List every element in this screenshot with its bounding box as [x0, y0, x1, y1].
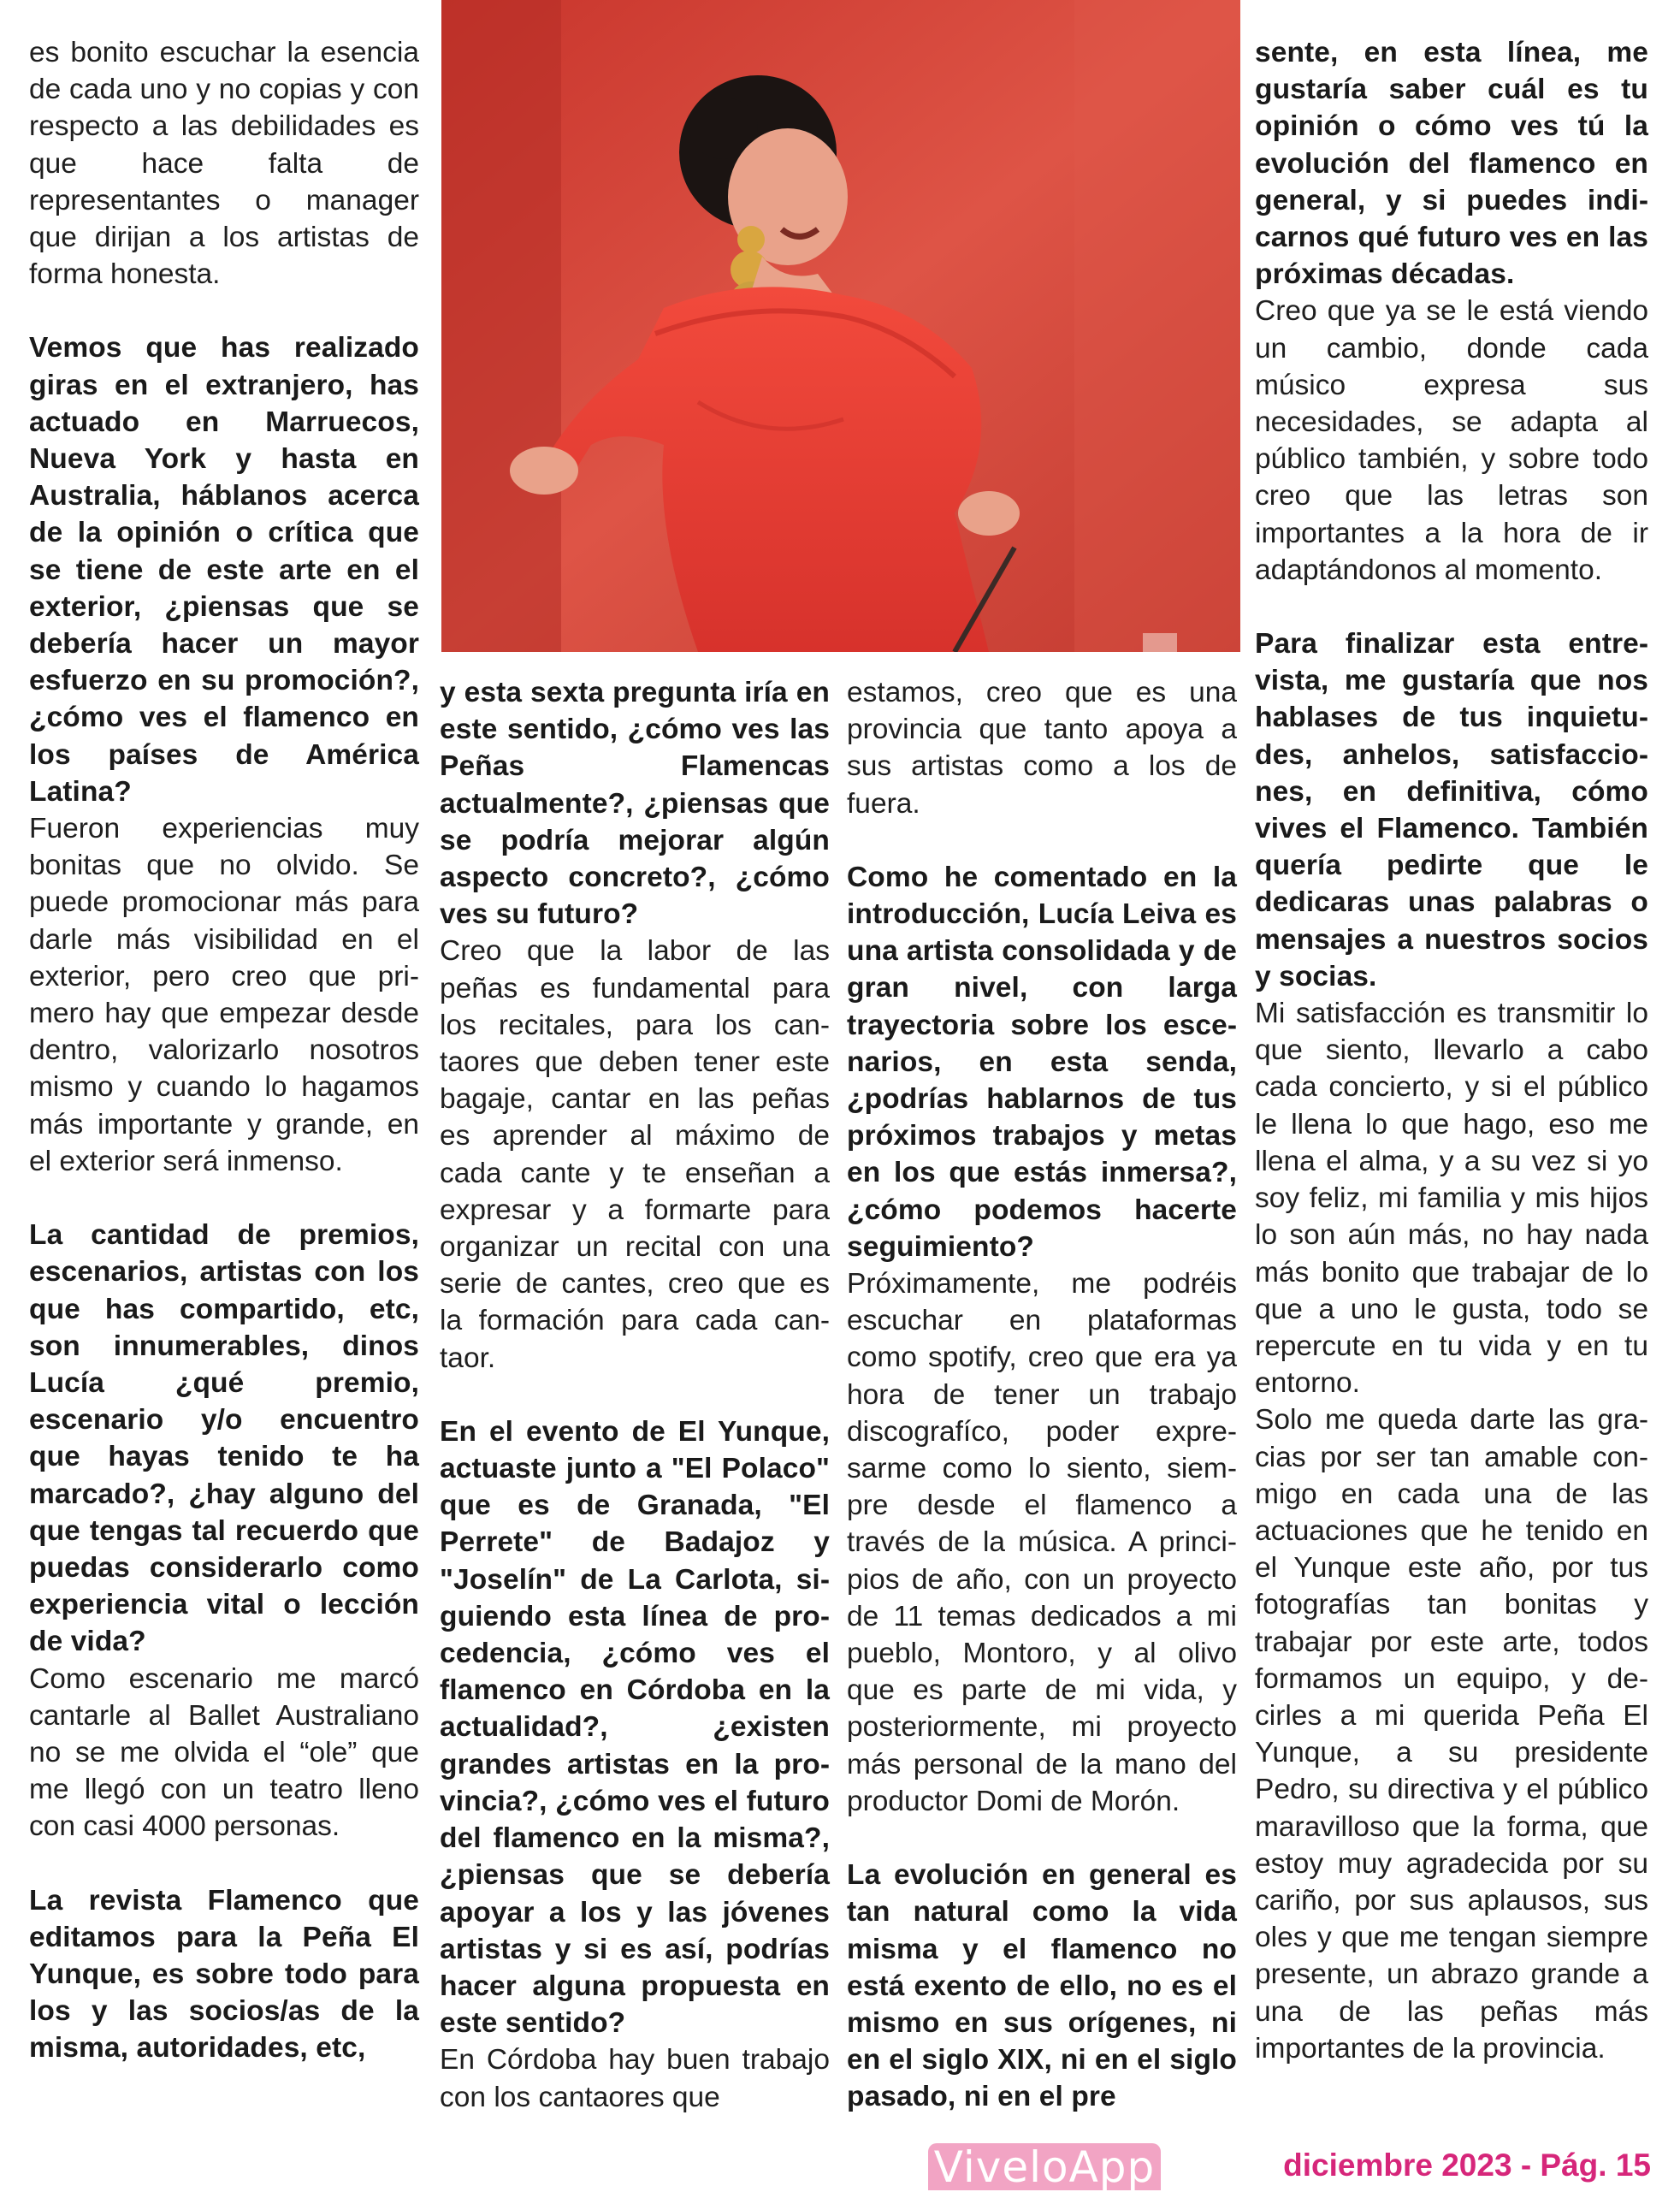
answer-paragraph: Mi satisfacción es transmitir lo que siento, llevarlo a cabo cada concierto, y si el público le llena lo que hago, eso me llena el alma, y a su vez si yo soy feliz, mi familia y mis hijos lo son aún más, no hay nada más bonito que trabajar de lo que a uno le gusta, todo se repercute en tu vida y en tu entorno.	[1255, 998, 1648, 1400]
singer-photo-illustration	[441, 0, 1240, 652]
answer-paragraph: Como escenario me marcó cantarle al Ballet Australiano no se me olvida el “ole” que me llegó con un teatro lleno con casi 4000 personas.	[29, 1662, 419, 1843]
answer-paragraph: es bonito escuchar la esencia de cada uno y no copias y con respecto a las debilidades es que hace falta de representantes o manager que dirijan a los artistas de forma honesta.	[29, 37, 419, 291]
article-column-2	[440, 674, 830, 2116]
answer-paragraph: Próximamente, me podréis escuchar en plataformas como spotify, creo que era ya hora de tener un trabajo discografíco, poder expresarme como lo siento, siempre desde el flamenco a través de la música. A principios de año, con un proyecto de 11 temas dedicados a mi pueblo, Montoro, y al olivo que es parte de mi vida, y posteriormente, mi proyecto más personal de la mano del productor Domi de Morón.	[847, 1268, 1237, 1817]
question-paragraph: En el evento de El Yunque, actuaste junto a "El Polaco" que es de Granada, "El Perrete" de Badajoz y "Joselín" de La Carlota, siguiendo esta línea de procedencia, ¿cómo ves el flamenco en Córdoba en la actualidad?, ¿existen grandes artistas en la provincia?, ¿cómo ves el futuro del flamenco en la misma?, ¿piensas que se debería apoyar a los y las jóvenes artistas y si es así, podrías hacer alguna propuesta en este sentido?	[440, 1415, 830, 2040]
question-paragraph: y esta sexta pregunta iría en este sentido, ¿cómo ves las Peñas Flamencas actualmente?, ¿piensas que se podría mejorar algún aspecto concreto?, ¿cómo ves su futuro?	[440, 677, 830, 931]
question-paragraph: La revista Flamenco que editamos para la Peña El Yunque, es sobre todo para los y las socios/as de la misma, autoridades, etc,	[29, 1884, 419, 2065]
vivelo-app-logo: ViveloApp	[928, 2143, 1161, 2190]
question-paragraph: Vemos que has realizado giras en el extranjero, has actuado en Marruecos, Nueva York y hasta en Australia, háblanos acerca de la opinión o crítica que se tiene de este arte en el exterior, ¿piensas que se debería hacer un mayor esfuerzo en su promoción?, ¿cómo ves el flamenco en los países de América Latina?	[29, 332, 419, 808]
answer-paragraph: Creo que la labor de las peñas es fundamental para los recitales, para los cantaores que deben tener este bagaje, cantar en las peñas es aprender al máximo de cada cante y te enseñan a expresar y a formarte para organizar un recital con una serie de cantes, creo que es la formación para cada cantaor.	[440, 935, 830, 1374]
answer-paragraph: En Córdoba hay buen trabajo con los cantaores que	[440, 2044, 830, 2113]
article-column-1	[29, 34, 419, 2067]
question-paragraph: Para finalizar esta entrevista, me gustaría que nos hablases de tus inquietudes, anhelos, satisfacciones, en definitiva, cómo vives el Flamenco. También quería pedirte que le dedicaras unas palabras o mensajes a nuestros socios y socias.	[1255, 628, 1648, 992]
question-paragraph: La evolución en general es tan natural como la vida misma y el flamenco no está exento de ello, no es el mismo en sus orígenes, ni en el siglo XIX, ni en el siglo pasado, ni en el pre	[847, 1859, 1237, 2113]
question-paragraph: La cantidad de premios, escenarios, artistas con los que has compartido, etc, son innumerables, dinos Lucía ¿qué premio, escenario y/o encuentro que hayas tenido te ha marcado?, ¿hay alguno del que tengas tal recuerdo que puedas considerarlo como experiencia vital o lección de vida?	[29, 1219, 419, 1658]
answer-paragraph: Creo que ya se le está viendo un cambio, donde cada músico expresa sus necesidades, se adapta al público también, y sobre todo creo que las letras son importantes a la hora de ir adaptándonos al momento.	[1255, 295, 1648, 586]
question-paragraph: sente, en esta línea, me gustaría saber cuál es tu opinión o cómo ves tú la evolución del flamenco en general, y si puedes indicarnos qué futuro ves en las próximas décadas.	[1255, 37, 1648, 291]
article-column-3	[847, 674, 1237, 2116]
question-paragraph: Como he comentado en la introducción, Lucía Leiva es una artista consolidada y de gran nivel, con larga trayectoria sobre los escenarios, en esta senda, ¿podrías hablarnos de tus próximos trabajos y metas en los que estás inmersa?, ¿cómo podemos hacerte seguimiento?	[847, 861, 1237, 1263]
singer-photo	[441, 0, 1240, 652]
page-number-label: diciembre 2023 - Pág. 15	[1283, 2148, 1651, 2183]
answer-paragraph: Solo me queda darte las gracias por ser tan amable conmigo en cada una de las actuaciones que he tenido en el Yunque este año, por tus fotografías tan bonitas y trabajar por este arte, todos formamos un equipo, y decirles a mi querida Peña El Yunque, a su presidente Pedro, su directiva y el público maravilloso que la forma, que estoy muy agradecida por su cariño, por sus aplausos, sus oles y que me tengan siempre presente, un abrazo grande a una de las peñas más importantes de la provincia.	[1255, 1404, 1648, 2065]
article-column-4	[1255, 34, 1648, 2067]
answer-paragraph: Fueron experiencias muy bonitas que no olvido. Se puede promocionar más para darle más visibilidad en el exterior, pero creo que primero hay que empezar desde dentro, valorizarlo nosotros mismo y cuando lo hagamos más importante y grande, en el exterior será inmenso.	[29, 813, 419, 1177]
answer-paragraph: estamos, creo que es una provincia que tanto apoya a sus artistas como a los de fuera.	[847, 677, 1237, 820]
